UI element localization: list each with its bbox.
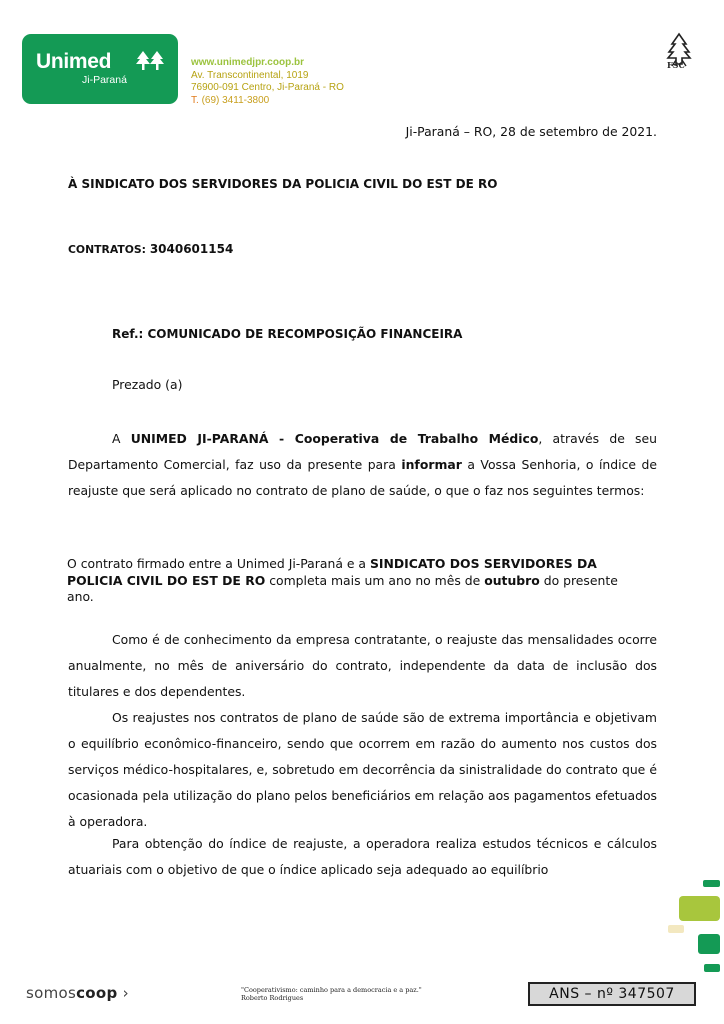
- fsc-tree-icon: [658, 30, 700, 78]
- ans-registration-badge: ANS – nº 347507: [528, 982, 696, 1006]
- greeting: Prezado (a): [112, 377, 183, 392]
- decor-square: [703, 880, 720, 887]
- company-name: UNIMED JI-PARANÁ - Cooperativa de Trabalho Médico: [130, 431, 539, 446]
- cooperative-quote: [241, 986, 422, 1002]
- letter-date: Ji-Paraná – RO, 28 de setembro de 2021.: [405, 124, 657, 139]
- fsc-label: FSC: [667, 60, 685, 70]
- coop-arrow-icon: ›: [122, 984, 129, 1002]
- contracts-line: [68, 242, 233, 256]
- phone-number: (69) 3411-3800: [201, 94, 270, 106]
- somos-prefix: somos: [26, 984, 77, 1002]
- paragraph-annual-adjustment: Como é de conhecimento da empresa contratante, o reajuste das mensalidades ocorre anualmente, no mês de aniversário do contrato, independente da data de inclusão dos titulares e dos dependentes.: [68, 632, 657, 699]
- anniversary-month: outubro: [484, 572, 540, 588]
- quote-text: "Cooperativismo: caminho para a democracia e a paz.": [241, 986, 422, 994]
- address-line-2: 76900-091 Centro, Ji-Paraná - RO: [191, 82, 344, 93]
- unimed-logo: [22, 34, 178, 104]
- reference-line: Ref.: COMUNICADO DE RECOMPOSIÇÃO FINANCEIRA: [112, 327, 463, 341]
- recipient-heading: À SINDICATO DOS SERVIDORES DA POLICIA CIVIL DO EST DE RO: [68, 177, 498, 191]
- paragraph-actuarial-studies: Para obtenção do índice de reajuste, a operadora realiza estudos técnicos e cálculos atuariais com o objetivo de que o índice aplicado seja adequado ao equilíbrio: [68, 836, 657, 877]
- phone-prefix: T.: [191, 94, 199, 106]
- logo-brand: Unimed: [36, 50, 112, 73]
- decor-square: [679, 896, 720, 921]
- paragraph-intro: A UNIMED JI-PARANÁ - Cooperativa de Trabalho Médico, através de seu Departamento Comercial, faz uso da presente para informar a Vossa Senhoria, o índice de reajuste que será aplicado no contrato de plano de saúde, o que o faz nos seguintes termos:: [68, 431, 658, 498]
- decor-square: [704, 964, 720, 972]
- contract-party: SINDICATO DOS SERVIDORES DA POLICIA CIVIL DO EST DE RO: [67, 556, 597, 588]
- contracts-number: 3040601154: [149, 242, 234, 256]
- decor-square: [668, 925, 684, 933]
- coop-brand: coop: [76, 984, 118, 1002]
- website-link[interactable]: www.unimedjpr.coop.br: [191, 57, 304, 68]
- phone-line: [191, 95, 344, 108]
- somos-coop-logo: [26, 984, 129, 1002]
- logo-subtitle: Ji-Paraná: [82, 74, 127, 86]
- decor-square: [698, 934, 720, 954]
- contracts-label: CONTRATOS:: [68, 243, 146, 256]
- paragraph-contract: O contrato firmado entre a Unimed Ji-Paraná e a SINDICATO DOS SERVIDORES DA POLICIA CIVIL DO EST DE RO completa mais um ano no mês de outubro do presente ano.: [67, 556, 618, 605]
- address-line-1: Av. Transcontinental, 1019: [191, 69, 309, 81]
- inform-emphasis: informar: [401, 457, 462, 472]
- paragraph-adjustment-importance: Os reajustes nos contratos de plano de saúde são de extrema importância e objetivam o equilíbrio econômico-financeiro, sendo que ocorrem em razão do aumento nos custos dos serviços médico-hospitalares, e, sobretudo em decorrência da sinistralidade do contrato que é ocasionada pela utilização do plano pelos beneficiários em relação aos pagamentos efetuados à operadora.: [68, 710, 657, 829]
- contact-info: [191, 57, 344, 107]
- quote-author: Roberto Rodrigues: [241, 994, 304, 1002]
- unimed-tree-icon: [135, 50, 165, 72]
